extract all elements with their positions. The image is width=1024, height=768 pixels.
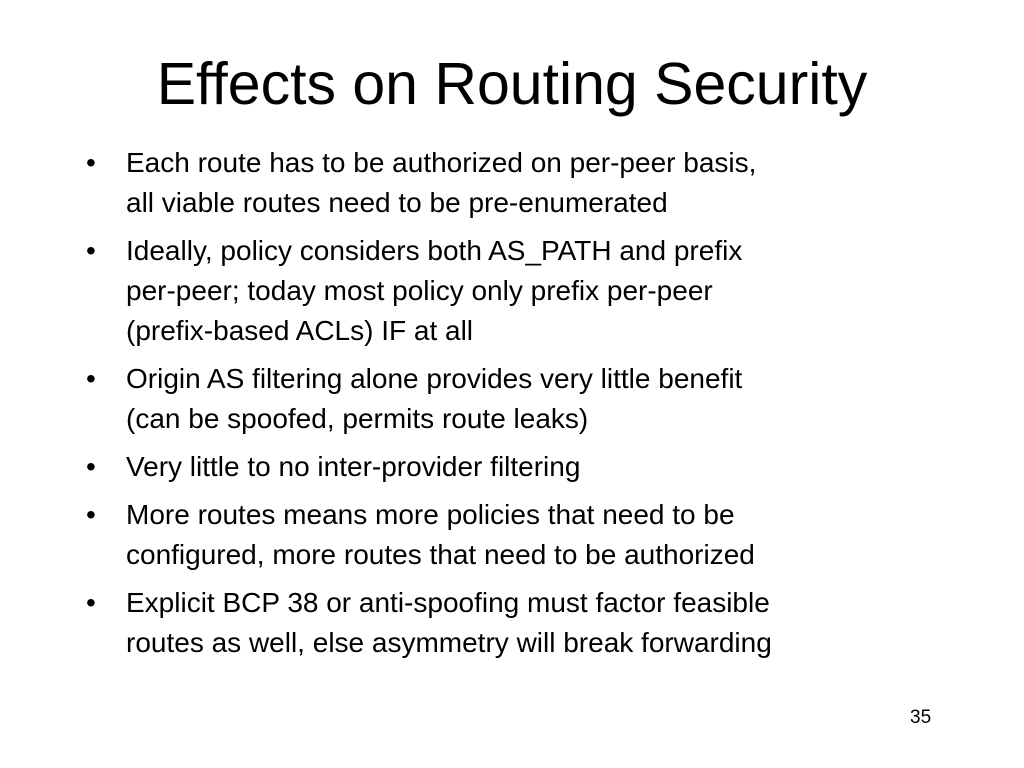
bullet-icon: • xyxy=(86,499,96,530)
page-number: 35 xyxy=(910,707,932,728)
bullet-item xyxy=(86,359,966,439)
bullet-icon: • xyxy=(86,363,96,394)
bullet-text xyxy=(126,495,966,575)
bullet-text xyxy=(126,447,966,487)
bullet-line: (prefix-based ACLs) IF at all xyxy=(126,315,474,346)
bullet-text xyxy=(126,359,966,439)
bullet-line: per-peer; today most policy only prefix per-peer xyxy=(126,275,713,306)
bullet-text xyxy=(126,583,966,663)
bullet-icon: • xyxy=(86,451,96,482)
bullet-line: Explicit BCP 38 or anti-spoofing must factor feasible xyxy=(126,587,770,618)
bullet-text xyxy=(126,143,966,223)
bullet-line: routes as well, else asymmetry will break forwarding xyxy=(126,627,772,658)
bullet-text xyxy=(126,231,966,351)
bullet-list xyxy=(86,143,966,671)
bullet-line: Each route has to be authorized on per-peer basis, xyxy=(126,147,757,178)
bullet-icon: • xyxy=(86,587,96,618)
bullet-line: More routes means more policies that need to be xyxy=(126,499,735,530)
bullet-line: (can be spoofed, permits route leaks) xyxy=(126,403,589,434)
bullet-item xyxy=(86,231,966,351)
bullet-line: all viable routes need to be pre-enumerated xyxy=(126,187,668,218)
slide-title: Effects on Routing Security xyxy=(156,51,868,117)
bullet-line: configured, more routes that need to be authorized xyxy=(126,539,755,570)
bullet-icon: • xyxy=(86,235,96,266)
bullet-item xyxy=(86,143,966,223)
bullet-item xyxy=(86,447,966,487)
bullet-item xyxy=(86,583,966,663)
bullet-line: Origin AS filtering alone provides very little benefit xyxy=(126,363,743,394)
bullet-item xyxy=(86,495,966,575)
bullet-line: Ideally, policy considers both AS_PATH and prefix xyxy=(126,235,743,266)
bullet-icon: • xyxy=(86,147,96,178)
bullet-line: Very little to no inter-provider filtering xyxy=(126,451,581,482)
